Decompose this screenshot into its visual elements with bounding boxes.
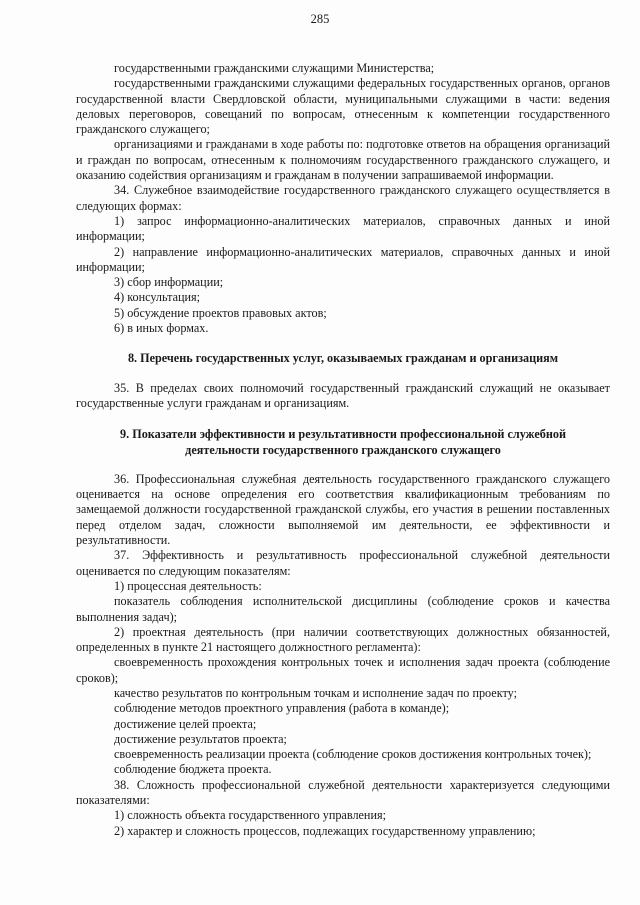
list-item: 5) обсуждение проектов правовых актов;: [114, 305, 327, 320]
paragraph: 34. Служебное взаимодействие государственного гражданского служащего осуществляется в следующих формах:: [76, 183, 610, 213]
section-8-heading: [76, 351, 610, 366]
paragraph: государственными гражданскими служащими Министерства;: [114, 61, 435, 75]
list-item: 2) характер и сложность процессов, подлежащих государственному управлению;: [114, 823, 536, 838]
list-item: 4) консультация;: [114, 290, 201, 305]
paragraph: государственными гражданскими служащими федеральных государственных органов, органов государственной власти Свердловской области, муниципальными служащими в части: ведения деловых переговоров, совещаний по вопросам, отнесенным к компетенции государственного гражданского служащего;: [76, 76, 610, 137]
paragraph: организациями и гражданами в ходе работы по: подготовке ответов на обращения организаций и граждан по вопросам, отнесенным к полномочиям государственного гражданского служащего, и оказанию содействия организациям и гражданам в получении запрашиваемой информации.: [76, 137, 610, 183]
section-9-heading: [76, 427, 610, 458]
list-item: своевременность прохождения контрольных точек и исполнения задач проекта (соблюдение сроков);: [76, 655, 610, 685]
list-item: показатель соблюдения исполнительской дисциплины (соблюдение сроков и качества выполнения задач);: [76, 594, 610, 624]
page-content: [76, 61, 610, 839]
section-title-line-1: 9. Показатели эффективности и результативности профессиональной служебной: [120, 427, 566, 442]
list-item: 1) запрос информационно-аналитических материалов, справочных данных и иной информации;: [76, 213, 610, 244]
list-item: 1) сложность объекта государственного управления;: [114, 808, 386, 823]
list-item: достижение результатов проекта;: [114, 731, 287, 746]
paragraph: 37. Эффективность и результативность профессиональной служебной деятельности оценивается по следующим показателям:: [76, 548, 610, 578]
section-title-line-2: деятельности государственного гражданского служащего: [185, 442, 501, 457]
list-item: соблюдение бюджета проекта.: [114, 762, 272, 777]
list-item: достижение целей проекта;: [114, 716, 257, 731]
paragraph: 35. В пределах своих полномочий государственный гражданский служащий не оказывает государственные услуги гражданам и организациям.: [76, 380, 610, 410]
list-item: 2) проектная деятельность (при наличии соответствующих должностных обязанностей, определенных в пункте 21 настоящего должностного регламента):: [76, 624, 610, 655]
list-item: своевременность реализации проекта (соблюдение сроков достижения контрольных точек);: [114, 747, 592, 762]
list-item: качество результатов по контрольным точкам и исполнение задач по проекту;: [114, 685, 517, 700]
list-item: 3) сбор информации;: [114, 275, 224, 290]
paragraph: 36. Профессиональная служебная деятельность государственного гражданского служащего оценивается на основе определения его соответствия квалификационным требованиям по замещаемой должности государственной гражданской службы, его участия в решении поставленных перед отделом задач, сложности выполняемой им деятельности, ее эффективности и результативности.: [76, 471, 610, 548]
list-item: 6) в иных формах.: [114, 321, 209, 336]
list-item: соблюдение методов проектного управления (работа в команде);: [114, 701, 450, 716]
list-item: 2) направление информационно-аналитических материалов, справочных данных и иной информации;: [76, 244, 610, 274]
page-number: 285: [310, 12, 330, 26]
list-item: 1) процессная деятельность:: [114, 578, 262, 593]
paragraph: 38. Сложность профессиональной служебной деятельности характеризуется следующими показателями:: [76, 777, 610, 808]
section-title: 8. Перечень государственных услуг, оказываемых гражданам и организациям: [127, 351, 559, 366]
